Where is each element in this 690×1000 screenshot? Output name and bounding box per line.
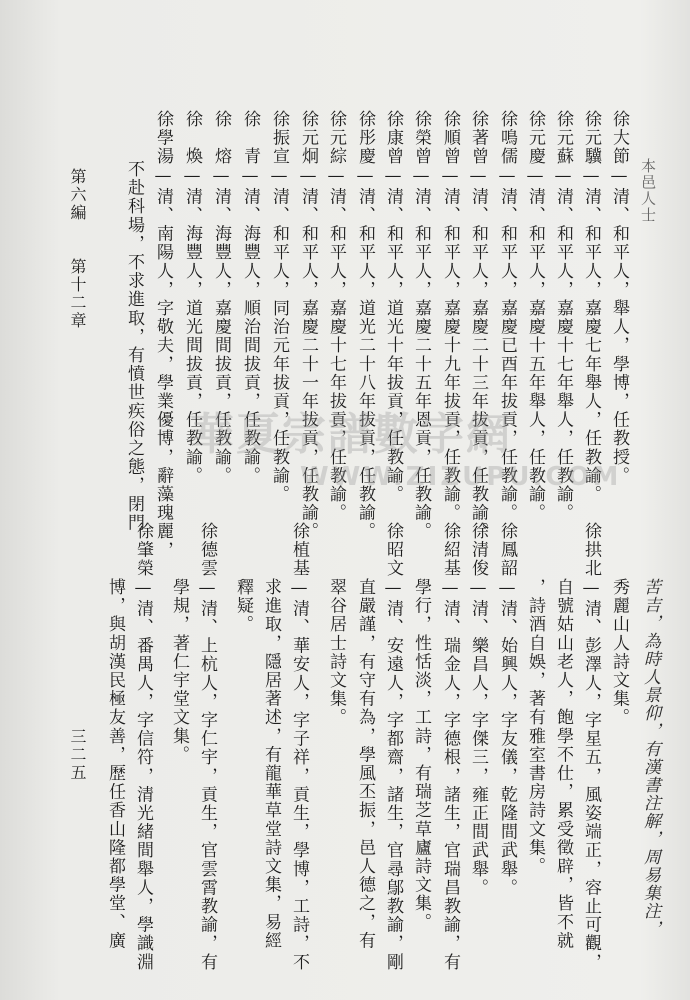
lower-entry: 徐肇榮—清、番禺人，字信符，清光緒間舉人，學識淵 xyxy=(133,522,153,972)
handwritten-note: 苦吉，為時人景仰，有漢書注解，周易集注， xyxy=(640,578,660,938)
lower-entry: 博，與胡漢民極友善，歷任香山隆都學堂、廣 xyxy=(105,578,125,950)
lower-entry: 自號姑山老人，飽學不仕，累受徵辟，皆不就 xyxy=(553,578,573,950)
lower-entry: 學行，性恬淡，工詩，有瑞芝草廬詩文集。 xyxy=(411,578,431,932)
upper-entry: 不赴科場，不求進取，有憤世疾俗之態，閉門 xyxy=(124,160,144,532)
lower-entry: 秀麗山人詩文集。 xyxy=(609,578,629,727)
upper-entry: 徐學湯—清、南陽人，字敬夫，學業優博，辭藻瑰麗， xyxy=(153,110,173,560)
upper-entry: 徐大節—清、和平人，舉人，學博，任教授。 xyxy=(609,110,629,485)
part-label: 第六編 xyxy=(68,168,87,222)
lower-entry: 翠谷居士詩文集。 xyxy=(326,578,346,727)
upper-entry: 徐元綜—清、和平人，嘉慶十七年拔貢，任教諭。 xyxy=(326,110,346,523)
lower-entry: 直嚴謹，有守有為，學風丕振，邑人德之，有 xyxy=(355,578,375,950)
upper-entry: 徐 熔—清、海豐人，嘉慶間拔貢，任教諭。 xyxy=(211,110,231,485)
lower-entry: 徐清俊—清、樂昌人，字傑三，雍正間武舉。 xyxy=(468,522,488,897)
lower-entry: ，詩酒自娛，著有雅室書房詩文集。 xyxy=(525,578,545,876)
lower-entry: 釋疑。 xyxy=(233,578,253,634)
upper-entry: 徐順曾—清、和平人，嘉慶十九年拔貢，任教諭。 xyxy=(440,110,460,523)
upper-entry: 徐康曾—清、和平人，道光十年拔貢，任教諭。 xyxy=(383,110,403,504)
lower-entry: 徐紹基—清、瑞金人，字德根，諸生，官瑞昌教諭，有 xyxy=(440,522,460,972)
upper-entry: 徐元慶—清、和平人，嘉慶十五年舉人，任教諭。 xyxy=(525,110,545,523)
upper-entry: 徐彤慶—清、和平人，道光二十八年拔貢，任教諭。 xyxy=(355,110,375,541)
upper-entry: 徐元炯—清、和平人，嘉慶二十一年拔貢，任教諭。 xyxy=(298,110,318,541)
page-number: 三二五 xyxy=(68,728,87,782)
upper-entry: 徐振宣—清、和平人，同治元年拔貢，任教諭。 xyxy=(269,110,289,504)
watermark-site: 華夏宗譜數字網 xyxy=(190,409,512,460)
lower-entry: 學規，著仁宇堂文集。 xyxy=(169,578,189,764)
upper-entry: 徐著曾—清、和平人，嘉慶二十三年拔貢，任教諭。 xyxy=(468,110,488,541)
upper-entry: 徐鳴儒—清、和平人，嘉慶已酉年拔貢，任教諭。 xyxy=(497,110,517,523)
chapter-label: 第十二章 xyxy=(68,258,87,330)
header-note: 本邑人士 xyxy=(639,158,657,223)
upper-entry: 徐 煥—清、海豐人，道光間拔貢，任教諭。 xyxy=(182,110,202,485)
upper-entry: 徐元驥—清、和平人，嘉慶七年舉人，任教諭。 xyxy=(581,110,601,504)
lower-entry: 徐德雲—清、上杭人，字仁宇，貢生，官雲霄教諭，有 xyxy=(197,522,217,972)
upper-entry: 徐榮曾—清、和平人，嘉慶二十五年恩貢，任教諭。 xyxy=(411,110,431,541)
lower-entry: 徐植基—清、華安人，字子祥，貢生，學博，工詩，不 xyxy=(289,522,309,972)
watermark-url: WWW.ZIZUPU.COM xyxy=(300,462,622,492)
upper-entry: 徐元蘇—清、和平人，嘉慶十七年舉人，任教諭。 xyxy=(553,110,573,523)
lower-entry: 徐拱北—清、彭澤人，字星五，風姿端正，容止可觀， xyxy=(581,522,601,972)
lower-entry: 求進取，隱居著述，有龍華草堂詩文集，易經 xyxy=(261,578,281,950)
upper-entry: 徐 青—清、海豐人，順治間拔貢，任教諭。 xyxy=(240,110,260,485)
lower-entry: 徐昭文—清、安遠人，字都齋，諸生，官尋鄔教諭，剛 xyxy=(383,522,403,972)
lower-entry: 徐鳳韶—清、始興人，字友儀，乾隆間武舉。 xyxy=(497,522,517,897)
